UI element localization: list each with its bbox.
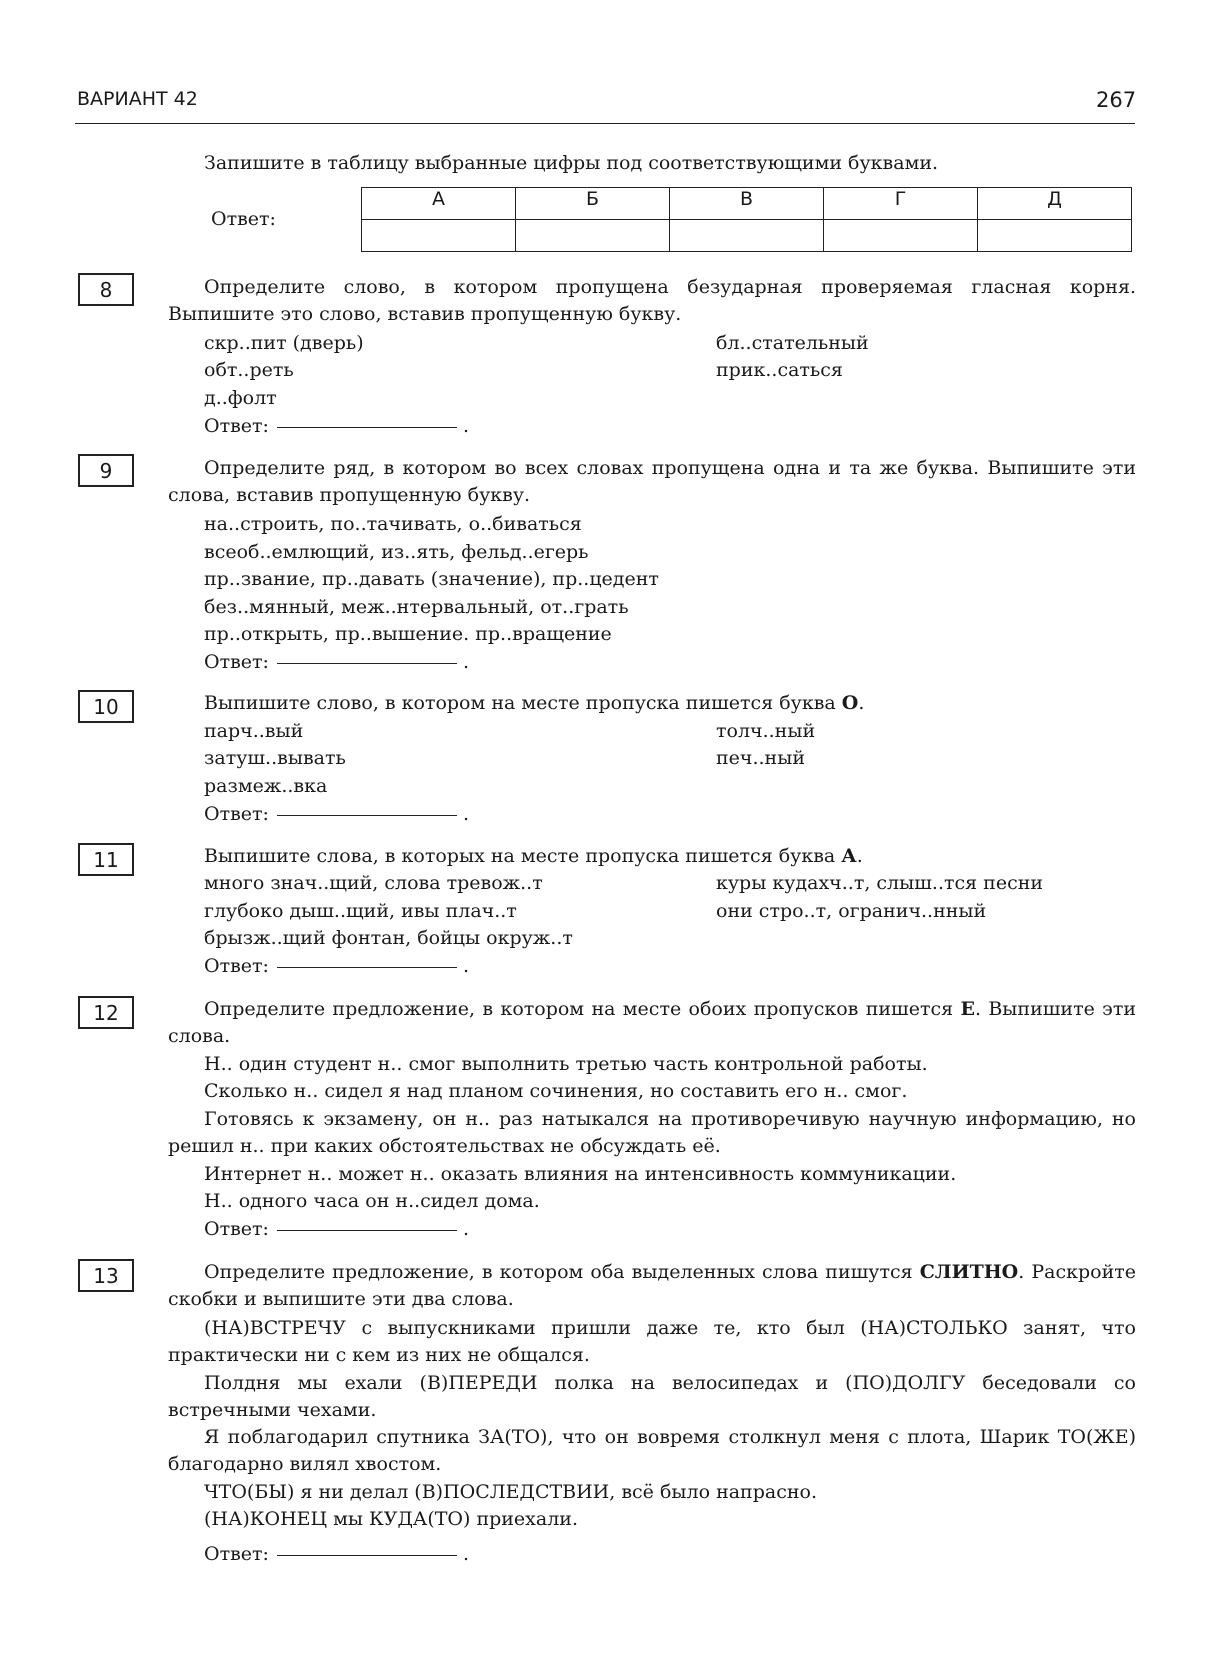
answer-field[interactable] [277, 426, 457, 428]
answer-label: Ответ: [204, 1218, 269, 1240]
task-8-answer: Ответ: . [204, 415, 470, 437]
task-10-option: толч..ный [716, 720, 816, 742]
answer-table-header: Б [516, 188, 670, 220]
task-11-option: куры кудахч..т, слыш..тся песни [716, 872, 1044, 894]
answer-label: Ответ: [204, 415, 269, 437]
task-number-box: 13 [78, 1259, 134, 1292]
task-8-option: скр..пит (дверь) [204, 332, 364, 354]
answer-cell-g[interactable] [824, 220, 978, 252]
table-answer-label: Ответ: [211, 208, 276, 230]
answer-table-header: Г [824, 188, 978, 220]
task-12-prompt: Определите предложение, в котором на месте обоих пропусков пишется Е. Выпишите эти слова. [168, 998, 1136, 1047]
task-12-sentence: Н.. один студент н.. смог выполнить третью часть контрольной работы. [204, 1053, 928, 1075]
answer-cell-v[interactable] [670, 220, 824, 252]
task-13-sentence: (НА)КОНЕЦ мы КУДА(ТО) приехали. [204, 1508, 578, 1530]
task-13-sentence: (НА)ВСТРЕЧУ с выпускниками пришли даже те, кто был (НА)СТОЛЬКО занят, что практически ни с кем из них не общался. [168, 1317, 1136, 1366]
task-number-box: 8 [78, 273, 134, 306]
task-9-row: на..строить, по..тачивать, о..биваться [204, 513, 582, 535]
task-10-prompt: Выпишите слово, в котором на месте пропуска пишется буква О. [204, 692, 865, 714]
task-12-answer: Ответ: . [204, 1218, 470, 1240]
answer-table-header: А [362, 188, 516, 220]
answer-field[interactable] [277, 662, 457, 664]
task-11-option: много знач..щий, слова тревож..т [204, 872, 543, 894]
answer-label: Ответ: [204, 955, 269, 977]
task-number-box: 12 [78, 996, 134, 1029]
task-13-prompt: Определите предложение, в котором оба выделенных слова пишутся СЛИТНО. Раскройте скобки и выпишите эти два слова. [168, 1261, 1136, 1310]
task-12-sentence: Н.. одного часа он н..сидел дома. [204, 1190, 540, 1212]
task-8-option: обт..реть [204, 359, 294, 381]
task-number-box: 9 [78, 454, 134, 487]
header-rule [75, 123, 1135, 124]
task-11-option: брызж..щий фонтан, бойцы окруж..т [204, 927, 573, 949]
answer-cell-a[interactable] [362, 220, 516, 252]
task-12-sentence: Интернет н.. может н.. оказать влияния на интенсивность коммуникации. [204, 1163, 957, 1185]
answer-field[interactable] [277, 1229, 457, 1231]
answer-field[interactable] [277, 1554, 457, 1556]
answer-cell-d[interactable] [978, 220, 1132, 252]
task-number-box: 10 [78, 690, 134, 723]
task-11-prompt: Выпишите слова, в которых на месте пропуска пишется буква А. [204, 845, 863, 867]
task-11-answer: Ответ: . [204, 955, 470, 977]
task-8-option: бл..стательный [716, 332, 869, 354]
task-9-prompt: Определите ряд, в котором во всех словах пропущена одна и та же буква. Выпишите эти слова, вставив пропущенную букву. [168, 457, 1136, 506]
page-number: 267 [1096, 88, 1137, 112]
answer-field[interactable] [277, 814, 457, 816]
task-10-option: парч..вый [204, 720, 304, 742]
answer-label: Ответ: [204, 1543, 269, 1565]
task-11-option: глубоко дыш..щий, ивы плач..т [204, 900, 517, 922]
task-9-row: пр..открыть, пр..вышение. пр..вращение [204, 623, 612, 645]
task-9-row: всеоб..емлющий, из..ять, фельд..егерь [204, 541, 589, 563]
task-10-answer: Ответ: . [204, 803, 470, 825]
task-9-row: без..мянный, меж..нтервальный, от..грать [204, 596, 629, 618]
task-8-prompt: Определите слово, в котором пропущена безударная проверяемая гласная корня. Выпишите это слово, вставив пропущенную букву. [168, 276, 1136, 325]
task-12-sentence: Готовясь к экзамену, он н.. раз натыкался на противоречивую научную информацию, но решил н.. при каких обстоятельствах не обсуждать её. [168, 1108, 1136, 1157]
task-10-option: размеж..вка [204, 775, 328, 797]
task-10-option: печ..ный [716, 747, 805, 769]
answer-table-header: Д [978, 188, 1132, 220]
answer-label: Ответ: [204, 651, 269, 673]
task-9-row: пр..звание, пр..давать (значение), пр..цедент [204, 568, 659, 590]
answer-cell-b[interactable] [516, 220, 670, 252]
answer-table-header: В [670, 188, 824, 220]
task-13-answer: Ответ: . [204, 1543, 470, 1565]
task-10-option: затуш..вывать [204, 747, 346, 769]
task-13-sentence: ЧТО(БЫ) я ни делал (В)ПОСЛЕДСТВИИ, всё было напрасно. [204, 1481, 817, 1503]
task-number-box: 11 [78, 843, 134, 876]
task-8-option: прик..саться [716, 359, 843, 381]
task-11-option: они стро..т, огранич..нный [716, 900, 987, 922]
task-13-sentence: Полдня мы ехали (В)ПЕРЕДИ полка на велосипедах и (ПО)ДОЛГУ беседовали со встречными чехами. [168, 1372, 1136, 1421]
answer-table [361, 187, 1132, 252]
task-9-answer: Ответ: . [204, 651, 470, 673]
task-8-option: д..фолт [204, 387, 277, 409]
answer-field[interactable] [277, 966, 457, 968]
running-header-title: ВАРИАНТ 42 [77, 88, 198, 110]
table-instruction: Запишите в таблицу выбранные цифры под соответствующими буквами. [204, 152, 939, 174]
answer-label: Ответ: [204, 803, 269, 825]
task-12-sentence: Сколько н.. сидел я над планом сочинения, но составить его н.. смог. [204, 1080, 908, 1102]
task-13-sentence: Я поблагодарил спутника ЗА(ТО), что он вовремя столкнул меня с плота, Шарик ТО(ЖЕ) благодарно вилял хвостом. [168, 1426, 1136, 1475]
